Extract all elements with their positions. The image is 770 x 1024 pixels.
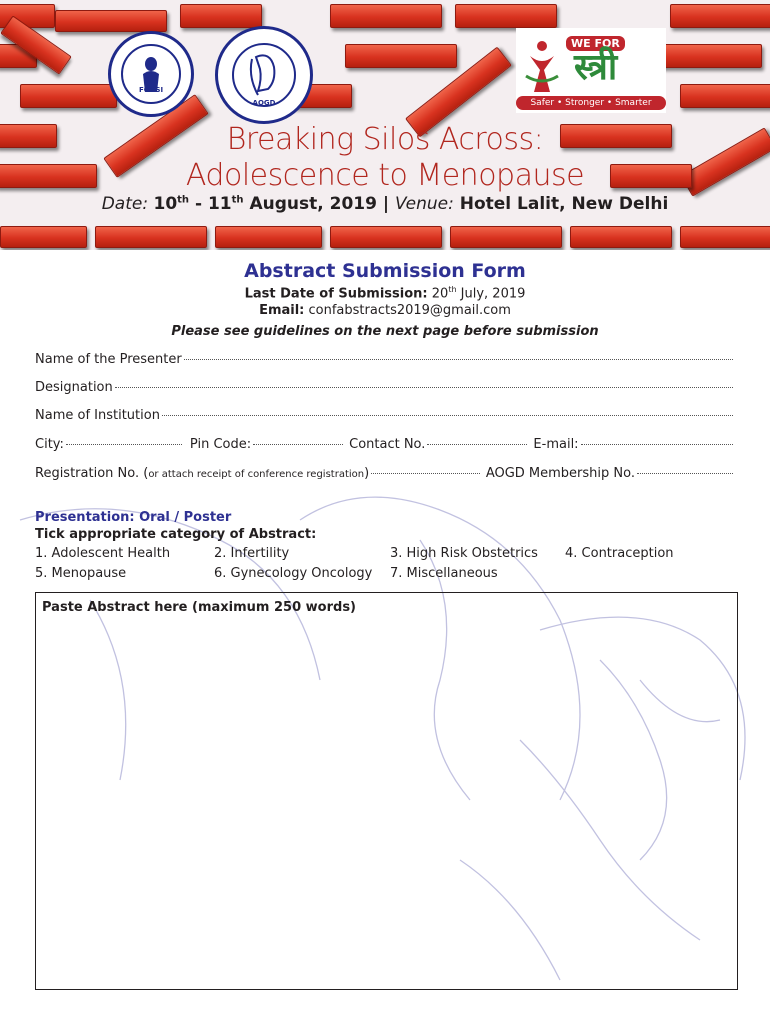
- date-sep: -: [189, 194, 208, 214]
- date-day2: 11: [207, 194, 232, 214]
- abstract-label: Paste Abstract here (maximum 250 words): [42, 600, 356, 615]
- brick: [450, 226, 562, 248]
- date-label: Date:: [101, 194, 149, 214]
- designation-label: Designation: [35, 380, 113, 395]
- category-option[interactable]: 1. Adolescent Health: [35, 546, 171, 561]
- we-for-text: WE FOR: [566, 36, 625, 51]
- brick: [650, 44, 762, 68]
- event-title-line1: Breaking Silos Across:: [226, 122, 544, 157]
- city-input-line[interactable]: [66, 443, 182, 445]
- registration-label: Registration No. (: [35, 466, 149, 481]
- email-input-line[interactable]: [581, 443, 733, 445]
- category-option[interactable]: 2. Infertility: [214, 546, 290, 561]
- presenter-label: Name of the Presenter: [35, 352, 182, 367]
- guidelines-note: Please see guidelines on the next page before submission: [171, 324, 599, 339]
- contact-label: Contact No.: [349, 437, 426, 452]
- date-rest: August, 2019 |: [243, 194, 395, 214]
- we-for-stri-logo: [516, 28, 666, 113]
- registration-input-line[interactable]: [371, 472, 480, 474]
- lotus-figure-icon: [522, 36, 562, 96]
- city-label: City:: [35, 437, 64, 452]
- date-sup2: th: [231, 194, 244, 206]
- date-day1: 10: [153, 194, 178, 214]
- presenter-field[interactable]: [35, 352, 735, 367]
- event-title-line2: Adolescence to Menopause: [185, 158, 585, 193]
- brick: [180, 4, 262, 28]
- brick: [55, 10, 167, 32]
- registration-row: [35, 466, 735, 481]
- last-date-rest: July, 2019: [456, 286, 526, 302]
- category-option[interactable]: 6. Gynecology Oncology: [214, 566, 373, 581]
- email-value: confabstracts2019@gmail.com: [304, 303, 511, 318]
- stri-text: स्त्री: [574, 47, 618, 88]
- last-date-sup: th: [448, 285, 457, 294]
- aogd-membership-input-line[interactable]: [637, 472, 733, 474]
- institution-input-line[interactable]: [162, 414, 733, 416]
- brick: [570, 226, 672, 248]
- presenter-input-line[interactable]: [184, 358, 733, 360]
- last-date-label: Last Date of Submission:: [244, 286, 428, 302]
- woman-profile-icon: [218, 29, 310, 121]
- brick: [20, 84, 117, 108]
- date-sup1: th: [177, 194, 190, 206]
- email-label: Email:: [259, 303, 305, 318]
- category-option[interactable]: 3. High Risk Obstetrics: [390, 546, 538, 561]
- form-title: Abstract Submission Form: [244, 260, 526, 282]
- brick: [680, 84, 770, 108]
- mother-child-icon: [111, 34, 191, 114]
- category-option[interactable]: 4. Contraception: [565, 546, 674, 561]
- category-option[interactable]: 5. Menopause: [35, 566, 127, 581]
- brick: [0, 226, 87, 248]
- brick: [215, 226, 322, 248]
- venue-label: Venue:: [394, 194, 454, 214]
- category-option[interactable]: 7. Miscellaneous: [390, 566, 498, 581]
- brick: [330, 4, 442, 28]
- aogd-logo: [215, 26, 313, 124]
- presentation-type: Presentation: Oral / Poster: [35, 510, 232, 525]
- last-date-line: [0, 285, 770, 301]
- registration-close: ): [364, 466, 370, 481]
- institution-label: Name of Institution: [35, 408, 160, 423]
- designation-input-line[interactable]: [115, 386, 733, 388]
- event-date-venue: [0, 194, 770, 214]
- last-date-day: 20: [427, 286, 449, 302]
- institution-field[interactable]: [35, 408, 735, 423]
- brick: [330, 226, 442, 248]
- brick: [95, 226, 207, 248]
- fogsi-logo-text: FOGSI: [138, 86, 164, 94]
- abstract-text-area[interactable]: [35, 592, 738, 990]
- email-field-label: E-mail:: [533, 437, 579, 452]
- fogsi-logo: [108, 31, 194, 117]
- pin-code-label: Pin Code:: [189, 437, 252, 452]
- pin-code-input-line[interactable]: [253, 443, 343, 445]
- brick: [455, 4, 557, 28]
- contact-input-line[interactable]: [427, 443, 527, 445]
- email-line: [0, 303, 770, 318]
- designation-field[interactable]: [35, 380, 735, 395]
- header-banner: [0, 0, 770, 250]
- contact-details-row: [35, 437, 735, 452]
- tagline-text: Safer • Stronger • Smarter: [516, 96, 666, 110]
- brick: [670, 4, 770, 28]
- aogd-membership-label: AOGD Membership No.: [485, 466, 635, 481]
- venue-value: Hotel Lalit, New Delhi: [453, 194, 669, 214]
- registration-note: or attach receipt of conference registration: [148, 469, 365, 480]
- tick-category-label: Tick appropriate category of Abstract:: [35, 527, 317, 542]
- aogd-logo-text: AOGD: [252, 99, 276, 107]
- brick: [680, 226, 770, 248]
- brick: [345, 44, 457, 68]
